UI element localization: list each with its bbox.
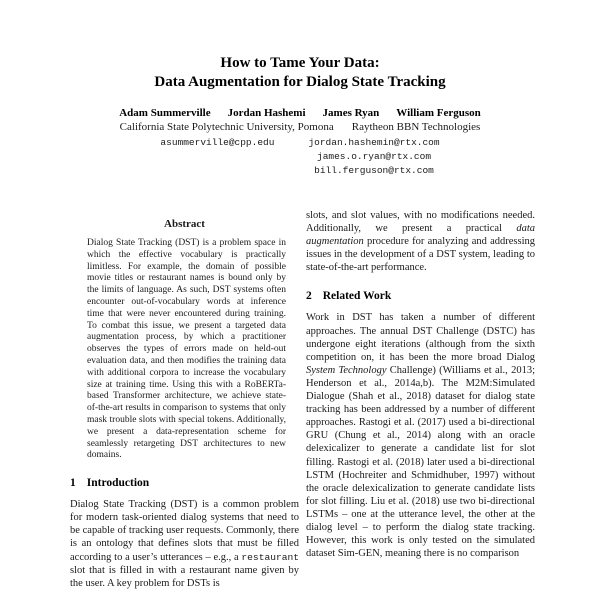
section-heading-related-work	[306, 290, 535, 302]
author-name: William Ferguson	[396, 107, 481, 119]
paper-title-line1: How to Tame Your Data:	[220, 55, 380, 71]
email-address: james.o.ryan@rtx.com	[317, 151, 432, 162]
email-address: jordan.hashemin@rtx.com	[308, 137, 440, 148]
author-list	[0, 107, 600, 119]
paper-title	[0, 54, 600, 92]
section-number: 1	[70, 477, 76, 490]
section-number: 2	[306, 290, 312, 303]
paragraph-introduction: Dialog State Tracking (DST) is a common problem for modern task-oriented dialog systems that need to be capable of tracking user requests. Commonly, there is an ontology that defines slots that must be filled according to a user’s utterances – e.g., a restaurant slot that is filled in with a restaurant name given by the user. A key problem for DSTs is	[70, 499, 299, 589]
section-title: Related Work	[322, 290, 392, 303]
abstract-body: Dialog State Tracking (DST) is a problem space in which the effective vocabulary is practically limitless. For example, the domain of possible movie titles or restaurant names is bound only by the limits of language. As such, DST systems often encounter out-of-vocabulary words at inference time that were never encountered during training. To combat this issue, we present a targeted data augmentation process, by which a practitioner observes the types of errors made on held-out evaluation data, and then modifies the training data with additional corpora to increase the vocabulary size at training time. Using this with a RoBERTa-based Transformer architecture, we achieve state-of-the-art results in comparison to systems that only mask trouble slots with special tokens. Additionally, we present a data-representation scheme for seamlessly retargeting DST architectures to new domains.	[87, 238, 286, 461]
author-name: Jordan Hashemi	[227, 107, 306, 119]
paper-title-line2: Data Augmentation for Dialog State Tracking	[154, 74, 446, 90]
affiliation: California State Polytechnic University, Pomona	[119, 121, 334, 133]
email-address: asummerville@cpp.edu	[160, 137, 275, 148]
email-block	[0, 136, 600, 178]
right-column	[306, 209, 535, 560]
abstract-heading: Abstract	[164, 218, 205, 230]
email-group-rtx	[308, 136, 439, 178]
author-name: James Ryan	[322, 107, 380, 119]
section-heading-introduction	[70, 477, 299, 489]
paragraph-continuation: slots, and slot values, with no modifications needed. Additionally, we present a practical data augmentation procedure for analyzing and addressing issues in the development of a DST system, leading to state-of-the-art performance.	[306, 210, 535, 274]
email-address: bill.ferguson@rtx.com	[314, 165, 434, 176]
affiliation: Raytheon BBN Technologies	[351, 121, 481, 133]
paper-header	[0, 54, 600, 178]
affiliation-list	[0, 121, 600, 133]
author-name: Adam Summerville	[119, 107, 211, 119]
left-column	[70, 218, 299, 590]
section-title: Introduction	[86, 477, 150, 490]
paragraph-related-work: Work in DST has taken a number of different approaches. The annual DST Challenge (DSTC) has undergone eight iterations (although from the sixth competition on, it has been the more broad Dialog System Technology Challenge) (Williams et al., 2013; Henderson et al., 2014a,b). The M2M:Simulated Dialogue (Shah et al., 2018) dataset for dialog state tracking has been addressed by a number of different approaches. Rastogi et al. (2017) used a bi-directional GRU (Chung et al., 2014) along with an oracle delexicalizer to generate a candidate list for slot filling. Rastogi et al. (2018) later used a bi-directional LSTM (Hochreiter and Schmidhuber, 1997) without the oracle delexicalization to generate candidate lists for slot filling. Liu et al. (2018) use two bi-directional LSTMs – one at the utterance level, the other at the dialog level – to perform the dialog state tracking. However, this work is only tested on the simulated dataset Sim-GEN, meaning there is no comparison	[306, 312, 535, 560]
